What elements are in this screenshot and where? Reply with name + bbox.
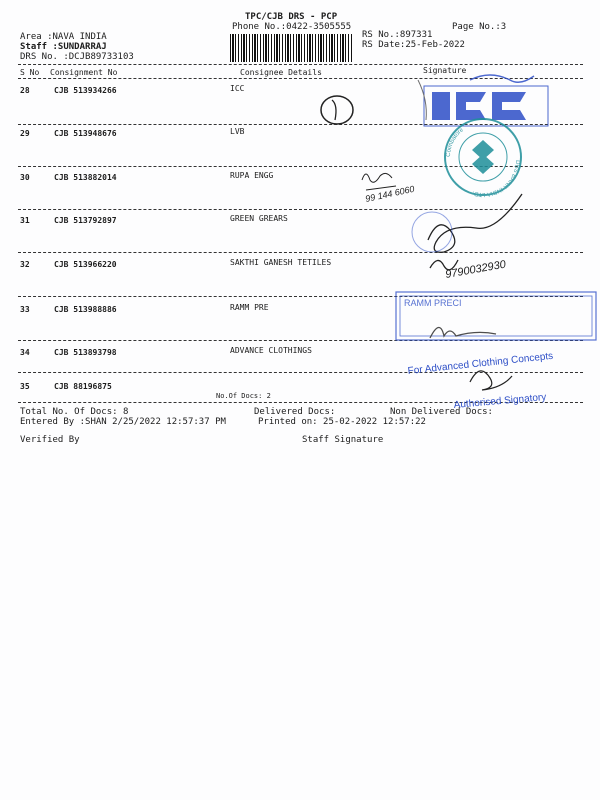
area-field: Area :NAVA INDIA [20, 32, 107, 42]
staff-field: Staff :SUNDARRAJ [20, 42, 107, 52]
row-consignment: CJB 513948676 [54, 129, 117, 138]
advanced-stamp-text: For Advanced Clothing Concepts [407, 350, 554, 377]
bank-seal-city: Coimbatore [445, 127, 465, 158]
row-sno: 31 [20, 216, 30, 225]
entered-by: Entered By :SHAN 2/25/2022 12:57:37 PM [20, 417, 226, 427]
verified-by: Verified By [20, 435, 80, 445]
col-signature: Signature [423, 66, 467, 75]
row-sno: 35 [20, 382, 30, 391]
row-consignment: CJB 513882014 [54, 173, 117, 182]
printed-on: Printed on: 25-02-2022 12:57:22 [258, 417, 426, 427]
signature-scribble [428, 194, 522, 270]
page-number: Page No.:3 [452, 22, 507, 32]
row-sno: 28 [20, 86, 30, 95]
row-consignment: CJB 513988886 [54, 305, 117, 314]
advanced-signature [470, 371, 512, 390]
row-sno: 32 [20, 260, 30, 269]
row-consignee: LVB [230, 127, 245, 136]
phone-number: Phone No.:0422-3505555 [232, 22, 352, 32]
row-sno: 34 [20, 348, 30, 357]
row30-phone: 99 144 6060 [364, 183, 416, 204]
row-consignee: RAMM PRE [230, 303, 269, 312]
row30-handwriting [362, 173, 396, 190]
row-consignee: SAKTHI GANESH TETILES [230, 258, 332, 267]
row-consignment: CJB 88196875 [54, 382, 112, 391]
rs-number: RS No.:897331 [362, 30, 433, 40]
row-consignment: CJB 513893798 [54, 348, 117, 357]
non-delivered-docs: Non Delivered Docs: [390, 407, 493, 417]
rs-date: RS Date:25-Feb-2022 [362, 40, 465, 50]
signatory-stamp-text: Authorised Signatory [453, 391, 547, 411]
row-consignment: CJB 513966220 [54, 260, 117, 269]
staff-signature-label: Staff Signature [302, 435, 384, 445]
bank-seal-name: DBS BANK INDIA LTD. [471, 159, 521, 198]
row-consignee: RUPA ENGG [230, 171, 274, 180]
row32-phone: 9790032930 [444, 258, 507, 281]
total-docs: Total No. Of Docs: 8 [20, 407, 129, 417]
col-consignee: Consignee Details [240, 68, 322, 77]
circle-mark-icon [321, 96, 353, 124]
docs-count-note: No.Of Docs: 2 [216, 392, 271, 400]
row-sno: 30 [20, 173, 30, 182]
ramm-stamp [396, 292, 596, 340]
delivered-docs: Delivered Docs: [254, 407, 336, 417]
row-sno: 33 [20, 305, 30, 314]
col-sno: S No [20, 68, 40, 77]
row-consignee: ADVANCE CLOTHINGS [230, 346, 312, 355]
row-consignee: GREEN GREARS [230, 214, 288, 223]
report-title: TPC/CJB DRS - PCP [245, 12, 338, 22]
row-consignee: ICC [230, 84, 245, 93]
row-sno: 29 [20, 129, 30, 138]
row-consignment: CJB 513792897 [54, 216, 117, 225]
row-consignment: CJB 513934266 [54, 86, 117, 95]
ramm-stamp-text: RAMM PRECI [404, 298, 462, 308]
col-consignment: Consignment No [50, 68, 118, 77]
drs-number: DRS No. :DCJB89733103 [20, 52, 134, 62]
bank-seal-stamp [445, 119, 521, 197]
